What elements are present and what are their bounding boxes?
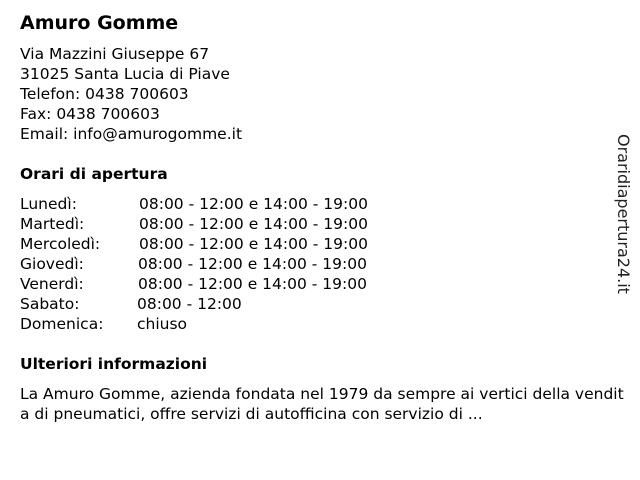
day-label: Domenica: [20, 315, 104, 333]
phone: Telefon: 0438 700603 [20, 85, 189, 103]
day-label: Giovedì: [20, 255, 84, 273]
street: Via Mazzini Giuseppe 67 [20, 45, 210, 63]
day-time: 08:00 - 12:00 e 14:00 - 19:00 [139, 235, 368, 253]
fax: Fax: 0438 700603 [20, 105, 160, 123]
watermark-text: Oraridiapertura24.it [614, 134, 633, 294]
day-time: 08:00 - 12:00 e 14:00 - 19:00 [139, 195, 368, 213]
day-time: 08:00 - 12:00 e 14:00 - 19:00 [138, 255, 367, 273]
business-name: Amuro Gomme [20, 12, 179, 34]
watermark [613, 134, 633, 310]
day-time: 08:00 - 12:00 [137, 295, 242, 313]
city: 31025 Santa Lucia di Piave [20, 65, 230, 83]
day-time: chiuso [137, 315, 188, 333]
day-time: 08:00 - 12:00 e 14:00 - 19:00 [138, 275, 367, 293]
day-label: Sabato: [20, 295, 80, 313]
hours-heading: Orari di apertura [20, 165, 168, 183]
email: Email: info@amurogomme.it [20, 125, 243, 143]
info-text: La Amuro Gomme, azienda fondata nel 1979 da sempre ai vertici della vendita di pneumatici, offre servizi di autofficina con servizio di ... [20, 385, 624, 423]
day-label: Venerdì: [20, 275, 84, 293]
day-label: Mercoledì: [20, 235, 101, 253]
day-label: Martedì: [20, 215, 85, 233]
day-label: Lunedì: [20, 195, 77, 213]
day-time: 08:00 - 12:00 e 14:00 - 19:00 [139, 215, 368, 233]
info-heading: Ulteriori informazioni [20, 355, 208, 373]
address-block [20, 44, 242, 144]
